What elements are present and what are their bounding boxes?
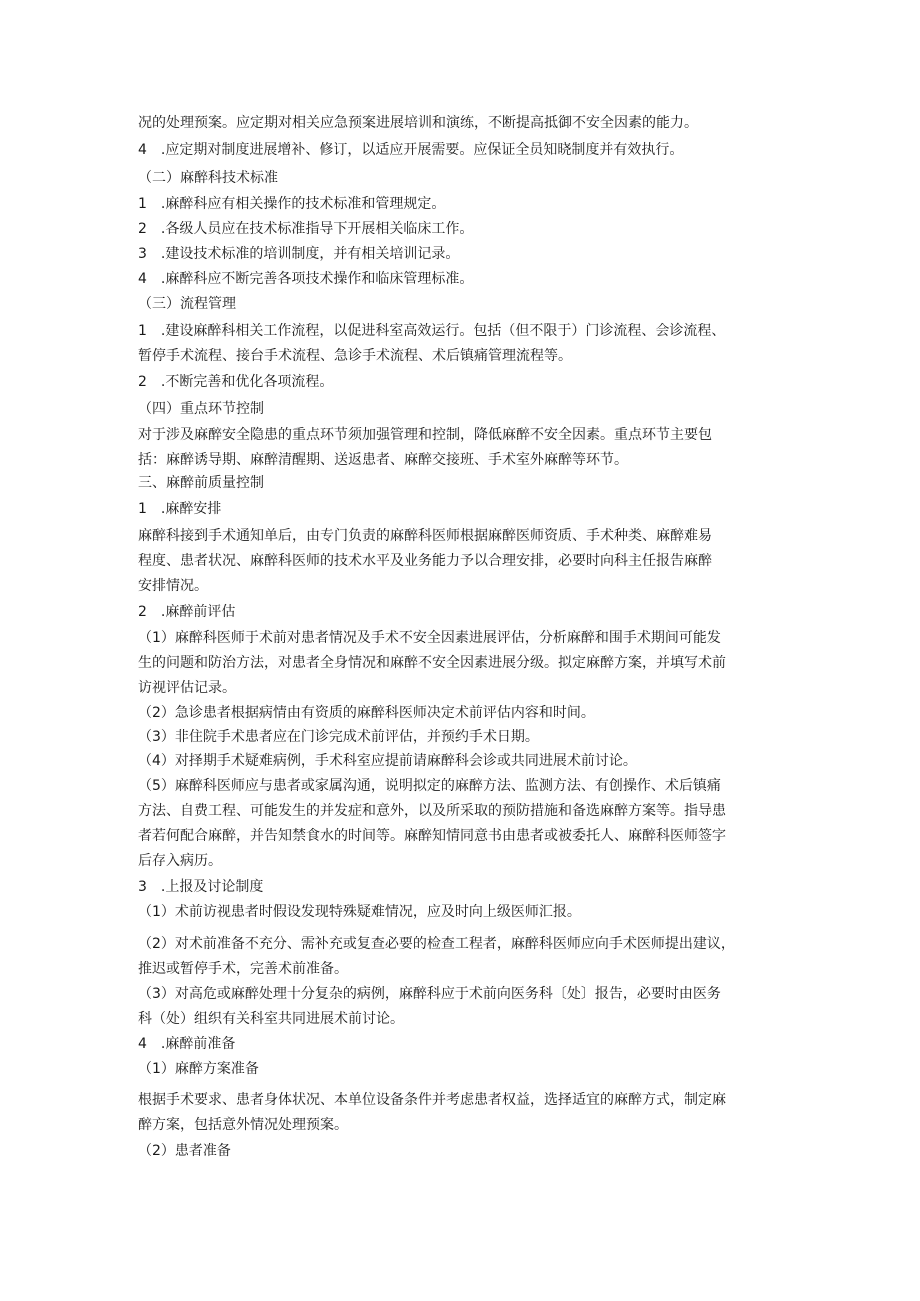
- text-line: 根据手术要求、患者身体状况、本单位设备条件并考虑患者权益，选择适宜的麻醉方式，制定麻: [138, 1092, 726, 1108]
- text-line: 麻醉科接到手术通知单后，由专门负责的麻醉科医师根据麻醉医师资质、手术种类、麻醉难易: [138, 528, 712, 544]
- text-line: 程度、患者状况、麻醉科医师的技术水平及业务能力予以合理安排，必要时向科主任报告麻醉: [138, 553, 712, 569]
- text-line: 4 .应定期对制度进展增补、修订，以适应开展需要。应保证全员知晓制度并有效执行。: [138, 142, 684, 158]
- subsection-heading: 1 .麻醉安排: [138, 501, 222, 517]
- text-line: 醉方案，包括意外情况处理预案。: [138, 1117, 348, 1133]
- text-line: 4 .麻醉科应不断完善各项技术操作和临床管理标准。: [138, 271, 474, 287]
- text-line: （1）麻醉科医师于术前对患者情况及手术不安全因素进展评估，分析麻醉和围手术期间可能发: [138, 630, 721, 646]
- text-line: 推迟或暂停手术，完善术前准备。: [138, 961, 348, 977]
- text-line: 括：麻醉诱导期、麻醉清醒期、送返患者、麻醉交接班、手术室外麻醉等环节。: [138, 452, 628, 468]
- text-line: （2）对术前准备不充分、需补充或复查必要的检查工程者，麻醉科医师应向手术医师提出建议，: [138, 936, 735, 952]
- section-heading: 三、麻醉前质量控制: [138, 475, 264, 491]
- subsection-heading: 4 .麻醉前准备: [138, 1036, 236, 1052]
- text-line: 方法、自费工程、可能发生的并发症和意外，以及所采取的预防措施和备选麻醉方案等。指导患: [138, 803, 726, 819]
- subsection-heading: 2 .麻醉前评估: [138, 604, 236, 620]
- text-line: （3）非住院手术患者应在门诊完成术前评估，并预约手术日期。: [138, 729, 539, 745]
- text-line: 对于涉及麻醉安全隐患的重点环节须加强管理和控制，降低麻醉不安全因素。重点环节主要包: [138, 427, 712, 443]
- text-line: 后存入病历。: [138, 853, 222, 869]
- subsection-heading: （1）麻醉方案准备: [138, 1061, 259, 1077]
- text-line: 况的处理预案。应定期对相关应急预案进展培训和演练，不断提高抵御不安全因素的能力。: [138, 115, 698, 131]
- section-heading: （三）流程管理: [138, 296, 236, 312]
- text-line: 1 .麻醉科应有相关操作的技术标准和管理规定。: [138, 196, 446, 212]
- text-line: 3 .建设技术标准的培训制度，并有相关培训记录。: [138, 246, 460, 262]
- section-heading: （四）重点环节控制: [138, 401, 264, 417]
- subsection-heading: （2）患者准备: [138, 1143, 231, 1159]
- text-line: （5）麻醉科医师应与患者或家属沟通，说明拟定的麻醉方法、监测方法、有创操作、术后镇痛: [138, 778, 721, 794]
- text-line: 1 .建设麻醉科相关工作流程，以促进科室高效运行。包括（但不限于）门诊流程、会诊流程、: [138, 323, 726, 339]
- text-line: 访视评估记录。: [138, 680, 236, 696]
- section-heading: （二）麻醉科技术标准: [138, 170, 278, 186]
- text-line: （4）对择期手术疑难病例，手术科室应提前请麻醉科会诊或共同进展术前讨论。: [138, 753, 637, 769]
- text-line: 者若何配合麻醉，并告知禁食水的时间等。麻醉知情同意书由患者或被委托人、麻醉科医师签字: [138, 828, 726, 844]
- text-line: 生的问题和防治方法，对患者全身情况和麻醉不安全因素进展分级。拟定麻醉方案，并填写术前: [138, 655, 726, 671]
- subsection-heading: 3 .上报及讨论制度: [138, 879, 264, 895]
- text-line: 科（处）组织有关科室共同进展术前讨论。: [138, 1011, 404, 1027]
- text-line: （1）术前访视患者时假设发现特殊疑难情况，应及时向上级医师汇报。: [138, 904, 581, 920]
- text-line: 暂停手术流程、接台手术流程、急诊手术流程、术后镇痛管理流程等。: [138, 348, 572, 364]
- text-line: （3）对高危或麻醉处理十分复杂的病例，麻醉科应于术前向医务科〔处〕报告，必要时由医务: [138, 986, 721, 1002]
- text-line: 2 .不断完善和优化各项流程。: [138, 374, 334, 390]
- text-line: （2）急诊患者根据病情由有资质的麻醉科医师决定术前评估内容和时间。: [138, 705, 595, 721]
- text-line: 2 .各级人员应在技术标准指导下开展相关临床工作。: [138, 221, 474, 237]
- text-line: 安排情况。: [138, 578, 208, 594]
